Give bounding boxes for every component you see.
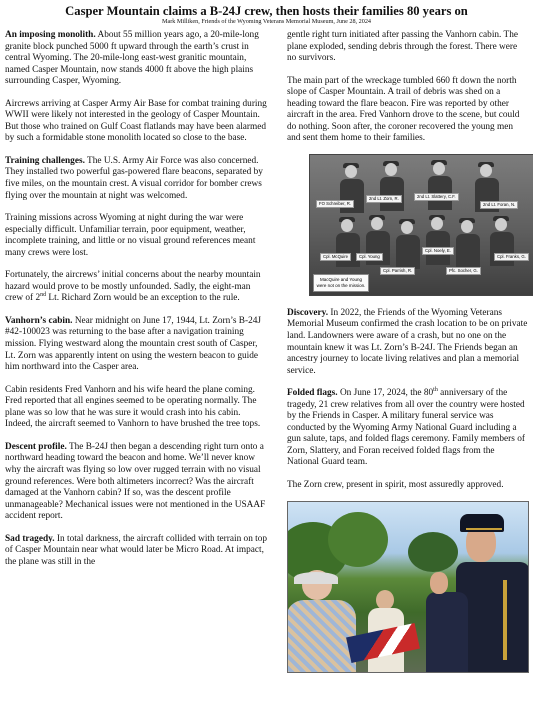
paragraph-text: In total darkness, the aircraft collided with terrain on top of Casper Mountain near what would later be Micro Road. At impact, the plane was still in the <box>5 533 268 567</box>
paragraph-text: Cabin residents Fred Vanhorn and his wife heard the plane coming. Fred reported that all engines seemed to be operating normally. The plane was so low that he was sure it would crash into his cabin. Indeed, the aircraft seemed to Vanhorn to have brushed the tree tops. <box>5 384 261 430</box>
guard-uniform <box>426 592 468 673</box>
paragraph-imposing-monolith <box>5 30 268 88</box>
paragraph-text: On June 17, 2024, the 80 <box>337 388 434 399</box>
paragraph-plane-exploded <box>287 30 528 65</box>
crew-name-tag: 2nd Lt. Foran, N. <box>480 201 518 209</box>
crew-name-tag: Pfc. Socher, G. <box>446 267 481 275</box>
paragraph-text: The Zorn crew, present in spirit, most assuredly approved. <box>287 480 504 491</box>
paragraph-text: Aircrews arriving at Casper Army Air Base for combat training during WWII were likely not interested in the geology of Casper Mountain. But those who trained on Gulf Coast flatlands may have been alarmed by such a formidable stone monolith located so close to the base. <box>5 98 267 144</box>
paragraph-folded-flags <box>287 388 528 469</box>
crew-name-tag: FO Schreiber, R. <box>316 200 354 208</box>
crew-member-figure <box>380 161 402 211</box>
paragraph-text: The U.S. Army Air Force was also concerned. They installed two powerful gas-powered flare beacons, separated by five miles, on the mountain crest. A visual corridor for bomber crews flying over the mountain at night was welcomed. <box>5 155 263 201</box>
paragraph-text: gentle right turn initiated after passing the Vanhorn cabin. The plane exploded, sending debris through the forest. There were no survivors. <box>287 30 518 64</box>
guard-face <box>430 572 448 594</box>
crew-name-tag: Cpl. Parrish, R. <box>380 267 415 275</box>
paragraph-text: anniversary of the tragedy, 21 crew relatives from all over the country were hosted by the Friends in Casper. A military funeral service was conducted by the Wyoming Army National Guard including a gun salute, taps, and folded flags ceremony. Family members of Zorn, Slattery, and Foran received folded flags from the National Guard team. <box>287 388 525 468</box>
tree-shape <box>328 512 388 567</box>
paragraph-text: Lt. Richard Zorn would be an exception to the rule. <box>46 293 240 304</box>
paragraph-text: In 2022, the Friends of the Wyoming Veterans Memorial Museum confirmed the crash location to be on private land. Landowners were aware of a crash, but no one on the mountain knew it was Lt. Zorn’s B-24J. The Friends began an ancestry journey to locate living relatives and plan a memorial service. <box>287 307 528 376</box>
ordinal-suffix: th <box>433 387 438 394</box>
crew-name-tag: Cpl. Franks, G. <box>494 253 529 261</box>
tree-shape <box>408 532 458 572</box>
paragraph-training-challenges <box>5 156 268 202</box>
paragraph-text: Near midnight on June 17, 1944, Lt. Zorn’s B-24J #42-100023 was returning to the base after a navigation training mission. Flying westward along the mountain crest south of Casper, Lt. Zorn was apparently intent on using the western beacon to guide him northward into the Casper area. <box>5 315 262 373</box>
crew-member-figure <box>456 218 478 268</box>
elder-hair <box>294 572 338 584</box>
section-lead: Sad tragedy. <box>5 533 55 544</box>
section-lead: An imposing monolith. <box>5 30 96 40</box>
paragraph-cabin-residents <box>5 385 268 431</box>
paragraph-text: Training missions across Wyoming at night during the war were especially difficult. Unfamiliar terrain, poor equipment, weather, incomplete training, and little or no visual ground references meant many crews were lost. <box>5 213 256 258</box>
section-lead: Folded flags. <box>287 388 338 399</box>
crew-name-tag: 2nd Lt. Slattery, C.F. <box>414 193 459 201</box>
photo-caption-note: MacQuire and Young were not on the mission. <box>313 274 369 292</box>
crew-member-figure <box>428 160 450 210</box>
ceremony-photo <box>287 501 529 673</box>
right-column <box>287 30 528 673</box>
paragraph-discovery <box>287 308 528 377</box>
section-lead: Descent profile. <box>5 441 67 452</box>
section-lead: Vanhorn’s cabin. <box>5 315 73 326</box>
crew-photo <box>309 154 533 296</box>
left-column <box>5 30 268 579</box>
paragraph-text: Fortunately, the aircrews’ initial concerns about the nearby mountain hazard would prove to be mostly unfounded. Sadly, the eight-man crew of 2 <box>5 270 261 304</box>
paragraph-wreckage <box>287 76 528 145</box>
paragraph-zorn-crew <box>287 480 528 492</box>
paragraph-text: About 55 million years ago, a 20-mile-long granite block punched 5000 ft upward through the earth’s crust in central Wyoming. The 20-mile-long east-west granitic mountain, named Casper Mountain, now stands 4000 ft above the high plains surrounding Casper, Wyoming. <box>5 30 259 87</box>
crew-member-figure <box>426 215 448 265</box>
paragraph-sad-tragedy <box>5 534 268 569</box>
elder-shirt <box>287 600 356 673</box>
cap-band <box>466 528 502 530</box>
ordinal-suffix: nd <box>40 292 47 299</box>
crew-member-figure <box>396 219 418 269</box>
crew-name-tag: 2nd Lt. Zorn, R. <box>366 195 402 203</box>
section-lead: Training challenges. <box>5 155 85 166</box>
paragraph-training-missions <box>5 213 268 259</box>
crew-name-tag: Cpl. McQuire <box>320 253 351 261</box>
paragraph-text: The main part of the wreckage tumbled 660 ft down the north slope of Casper Mountain. A trail of debris was shed on a heading toward the flare beacon. Fire was reported by other aircraft in the area. Fred Vanhorn drove to the scene, but could do nothing. Soon after, the coroner recovered the young men and sent them home to their families. <box>287 75 520 144</box>
crew-name-tag: Cpl. Young <box>356 253 383 261</box>
attendee-head <box>376 590 394 610</box>
paragraph-vanhorns-cabin <box>5 316 268 374</box>
section-lead: Discovery. <box>287 307 329 318</box>
paragraph-text: The B-24J then began a descending right turn onto a northward heading toward the beacon and home. We’ll never know why the aircraft was flying so low over rugged terrain with no visual ground references. Were both altimeters incorrect? Was the aircraft damaged at the Vanhorn cabin? If so, was the descent profile unmanageable? Mechanical issues were not mentioned in the USAAF accident report. <box>5 441 266 522</box>
article-title: Casper Mountain claims a B-24J crew, then hosts their families 80 years on <box>65 4 468 18</box>
paragraph-descent-profile <box>5 442 268 523</box>
uniform-braid <box>503 580 507 660</box>
crew-name-tag: Cpl. Noely, E. <box>422 247 454 255</box>
paragraph-fortunately <box>5 270 268 305</box>
paragraph-aircrews <box>5 99 268 145</box>
article-byline: Mark Milliken, Friends of the Wyoming Veterans Memorial Museum, June 28, 2024 <box>161 18 372 25</box>
